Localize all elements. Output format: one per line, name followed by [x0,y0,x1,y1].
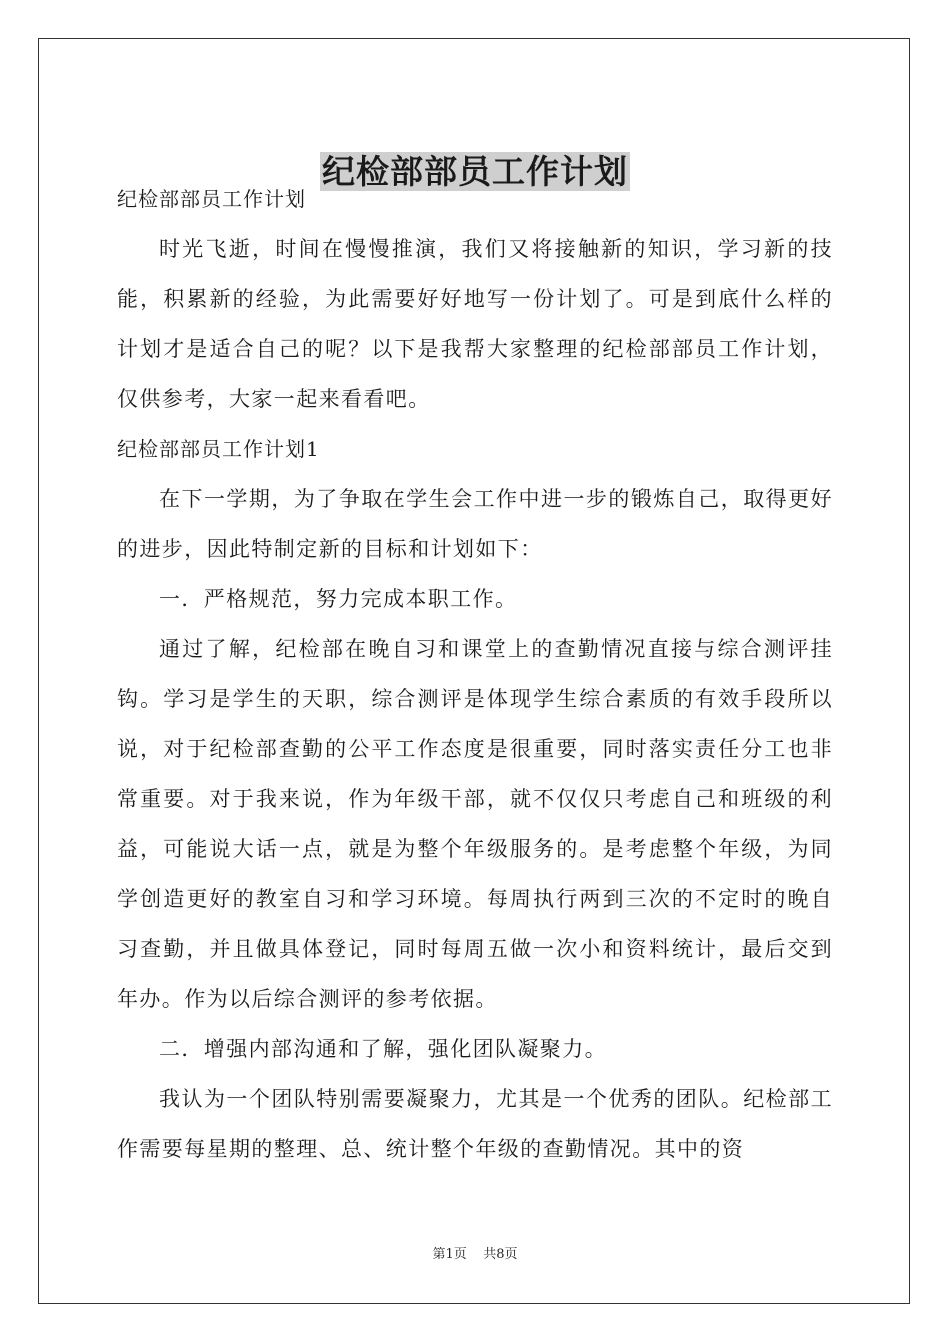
section-heading-1: 纪检部部员工作计划1 [117,437,320,461]
body-paragraph: 通过了解，纪检部在晚自习和课堂上的查勤情况直接与综合测评挂钩。学习是学生的天职，综合测评是体现学生综合素质的有效手段所以说，对于纪检部查勤的公平工作态度是很重要，同时落实责任分工也非常重要。对于我来说，作为年级干部，就不仅仅只考虑自己和班级的利益，可能说大话一点，就是为整个年级服务的。是考虑整个年级，为同学创造更好的教室自习和学习环境。每周执行两到三次的不定时的晚自习查勤，并且做具体登记，同时每周五做一次小和资料统计，最后交到年办。作为以后综合测评的参考依据。 [117,637,833,1011]
list-heading-1: 一．严格规范，努力完成本职工作。 [159,587,518,611]
page-footer: 第1页 共8页 [432,1247,518,1262]
intro-paragraph: 时光飞逝，时间在慢慢推演，我们又将接触新的知识，学习新的技能，积累新的经验，为此需要好好地写一份计划了。可是到底什么样的计划才是适合自己的呢？以下是我帮大家整理的纪检部部员工作计划，仅供参考，大家一起来看看吧。 [117,237,833,411]
subtitle-paragraph: 纪检部部员工作计划 [117,187,306,211]
document-body [117,174,833,1174]
body-paragraph: 在下一学期，为了争取在学生会工作中进一步的锻炼自己，取得更好的进步，因此特制定新的目标和计划如下： [117,487,833,561]
document-title-text: 纪检部部员工作计划 [322,152,628,192]
list-heading-2: 二．增强内部沟通和了解，强化团队凝聚力。 [159,1037,607,1061]
body-paragraph: 我认为一个团队特别需要凝聚力，尤其是一个优秀的团队。纪检部工作需要每星期的整理、总、统计整个年级的查勤情况。其中的资 [117,1087,833,1161]
